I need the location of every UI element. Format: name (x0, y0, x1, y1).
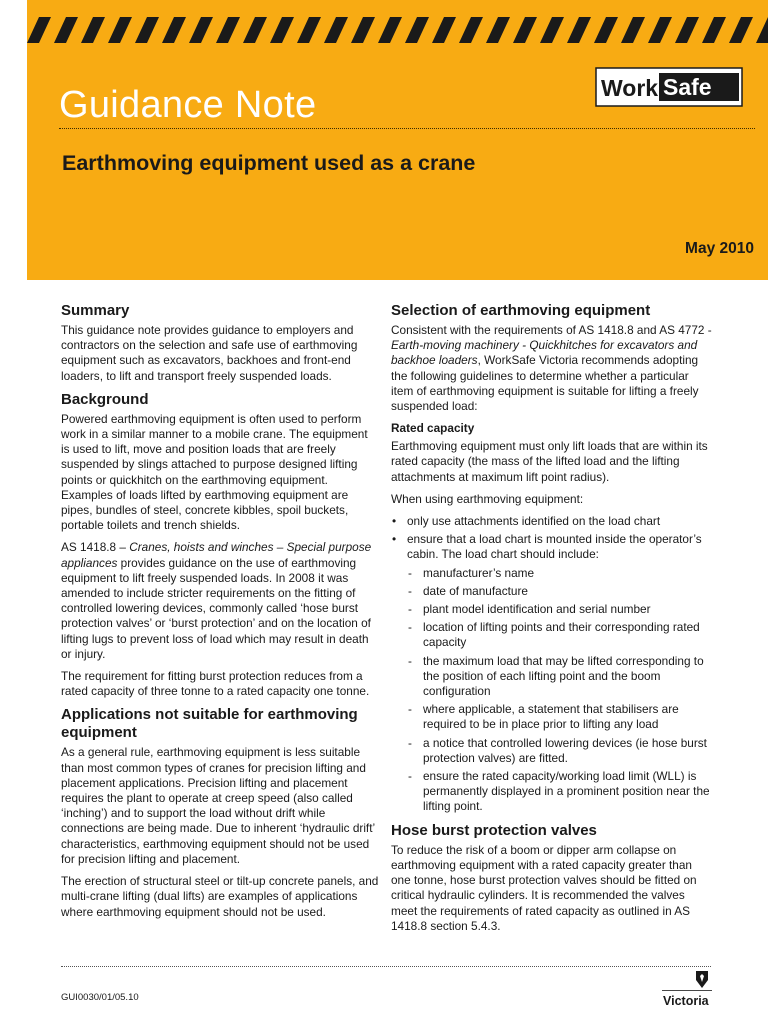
page-title: Guidance Note (59, 84, 317, 126)
list-item (391, 532, 713, 814)
right-column (391, 302, 713, 941)
selection-intro-lead: Consistent with the requirements of AS 1418.8 and AS 4772 - (391, 323, 712, 337)
footer-divider (61, 966, 711, 967)
load-chart-sub-list (407, 566, 713, 815)
selection-intro-rest: , WorkSafe Victoria recommends adopting the following guidelines to determine whether a particular item of earthmoving equipment is suitable for lifting a freely suspended load: (391, 353, 699, 414)
hose-burst-heading: Hose burst protection valves (391, 821, 597, 839)
background-paragraph-2-rest: provides guidance on the use of earthmoving equipment to lift freely suspended loads. In 2008 it was amended to include stricter requirements on the fitting of controlled lowering devices, commonly called ‘hose burst protection valves’ or ‘burst protection’ and on the location of lifting lugs to prevent loss of load which may result in death or injury. (61, 555, 371, 661)
sub-list-item: - date of manufacture (407, 584, 713, 599)
header-banner (27, 0, 768, 280)
load-chart-bullet-text: ensure that a load chart is mounted inside the operator’s cabin. The load chart should include: (407, 532, 702, 562)
applications-paragraph-1: As a general rule, earthmoving equipment is less suitable than most common types of cranes for precision lifting and placement applications. Precision lifting and placement requires the plant to operate at creep speed (also called ‘inching’) and to support the load without drift while connections are being made. Due to inherent ‘hydraulic drift’ characteristics, earthmoving equipment should not be used for precision lifting and placement. (61, 745, 375, 866)
hose-burst-text: To reduce the risk of a boom or dipper arm collapse on earthmoving equipment with a rated capacity greater than one tonne, hose burst protection valves should be fitted on critical hydraulic cylinders. It is recommended the valves meet the requirements of rated capacity as outlined in AS 1418.8 section 5.4.3. (391, 842, 697, 933)
standard-title: Cranes, hoists and winches – Special purpose appliances (61, 540, 372, 570)
background-paragraph-2 (61, 540, 379, 662)
sub-list-item: - the maximum load that may be lifted corresponding to the position of each lifting point and the boom configuration (407, 654, 713, 700)
sub-list-item: - manufacturer’s name (407, 566, 713, 581)
document-subtitle: Earthmoving equipment used as a crane (62, 151, 476, 175)
victoria-state-logo (662, 968, 712, 1008)
publication-date: May 2010 (685, 240, 754, 257)
summary-text: This guidance note provides guidance to employers and contractors on the selection and safe use of earthmoving equipment such as excavators, backhoes and front-end loaders, to lift and transport freely suspended loads. (61, 323, 358, 383)
sub-list-item: - where applicable, a statement that stabilisers are required to be in place prior to lifting any load (407, 702, 713, 732)
standard-reference: AS 1418.8 – (61, 540, 130, 555)
logo-text-safe: Safe (663, 74, 712, 100)
victoria-logo-text: Victoria (663, 994, 709, 1008)
document-code: GUI0030/01/05.10 (61, 992, 139, 1003)
background-paragraph-1: Powered earthmoving equipment is often used to perform work in a similar manner to a mobile crane. The equipment is used to lift, move and position loads that are freely suspended by slings attached to purpose designed lifting points or quickhitch on the earthmoving equipment. Examples of loads lifted by earthmoving equipment are pipes, bundles of steel, concrete kibbles, spoil buckets, portable toilets and trench shields. (61, 411, 368, 533)
hazard-stripe (27, 17, 768, 43)
logo-text-work: Work (601, 75, 659, 101)
selection-intro (391, 323, 713, 414)
logo-text-state: VICTORIA (715, 100, 735, 106)
sub-list-item: - a notice that controlled lowering devices (ie hose burst protection valves) are fitted. (407, 736, 713, 766)
sub-list-item: - plant model identification and serial number (407, 602, 713, 617)
header-divider (59, 128, 755, 129)
quickhitch-standard-title: Earth-moving machinery - Quickhitches for excavators and backhoe loaders (391, 338, 698, 368)
worksafe-logo (595, 67, 745, 111)
background-paragraph-3: The requirement for fitting burst protection reduces from a rated capacity of three tonne to a rated capacity one tonne. (61, 669, 370, 699)
summary-heading: Summary (61, 302, 130, 319)
list-item: • only use attachments identified on the load chart (391, 514, 713, 529)
selection-heading: Selection of earthmoving equipment (391, 302, 651, 319)
applications-heading: Applications not suitable for earthmoving equipment (61, 706, 358, 742)
rated-capacity-heading: Rated capacity (391, 421, 475, 436)
sub-list-item: - ensure the rated capacity/working load limit (WLL) is permanently displayed in a prominent position near the lifting point. (407, 769, 713, 815)
left-column (61, 302, 379, 927)
usage-bullet-list (391, 514, 713, 815)
rated-capacity-paragraph: Earthmoving equipment must only lift loads that are within its rated capacity (the mass of the lifted load and the lifting attachments at maximum lift point radius). (391, 439, 708, 484)
sub-list-item: - location of lifting points and their corresponding rated capacity (407, 620, 713, 650)
applications-paragraph-2: The erection of structural steel or tilt-up concrete panels, and multi-crane lifting (dual lifts) are examples of applications where earthmoving equipment should not be used. (61, 874, 379, 919)
when-using-text: When using earthmoving equipment: (391, 491, 584, 506)
background-heading: Background (61, 390, 149, 408)
